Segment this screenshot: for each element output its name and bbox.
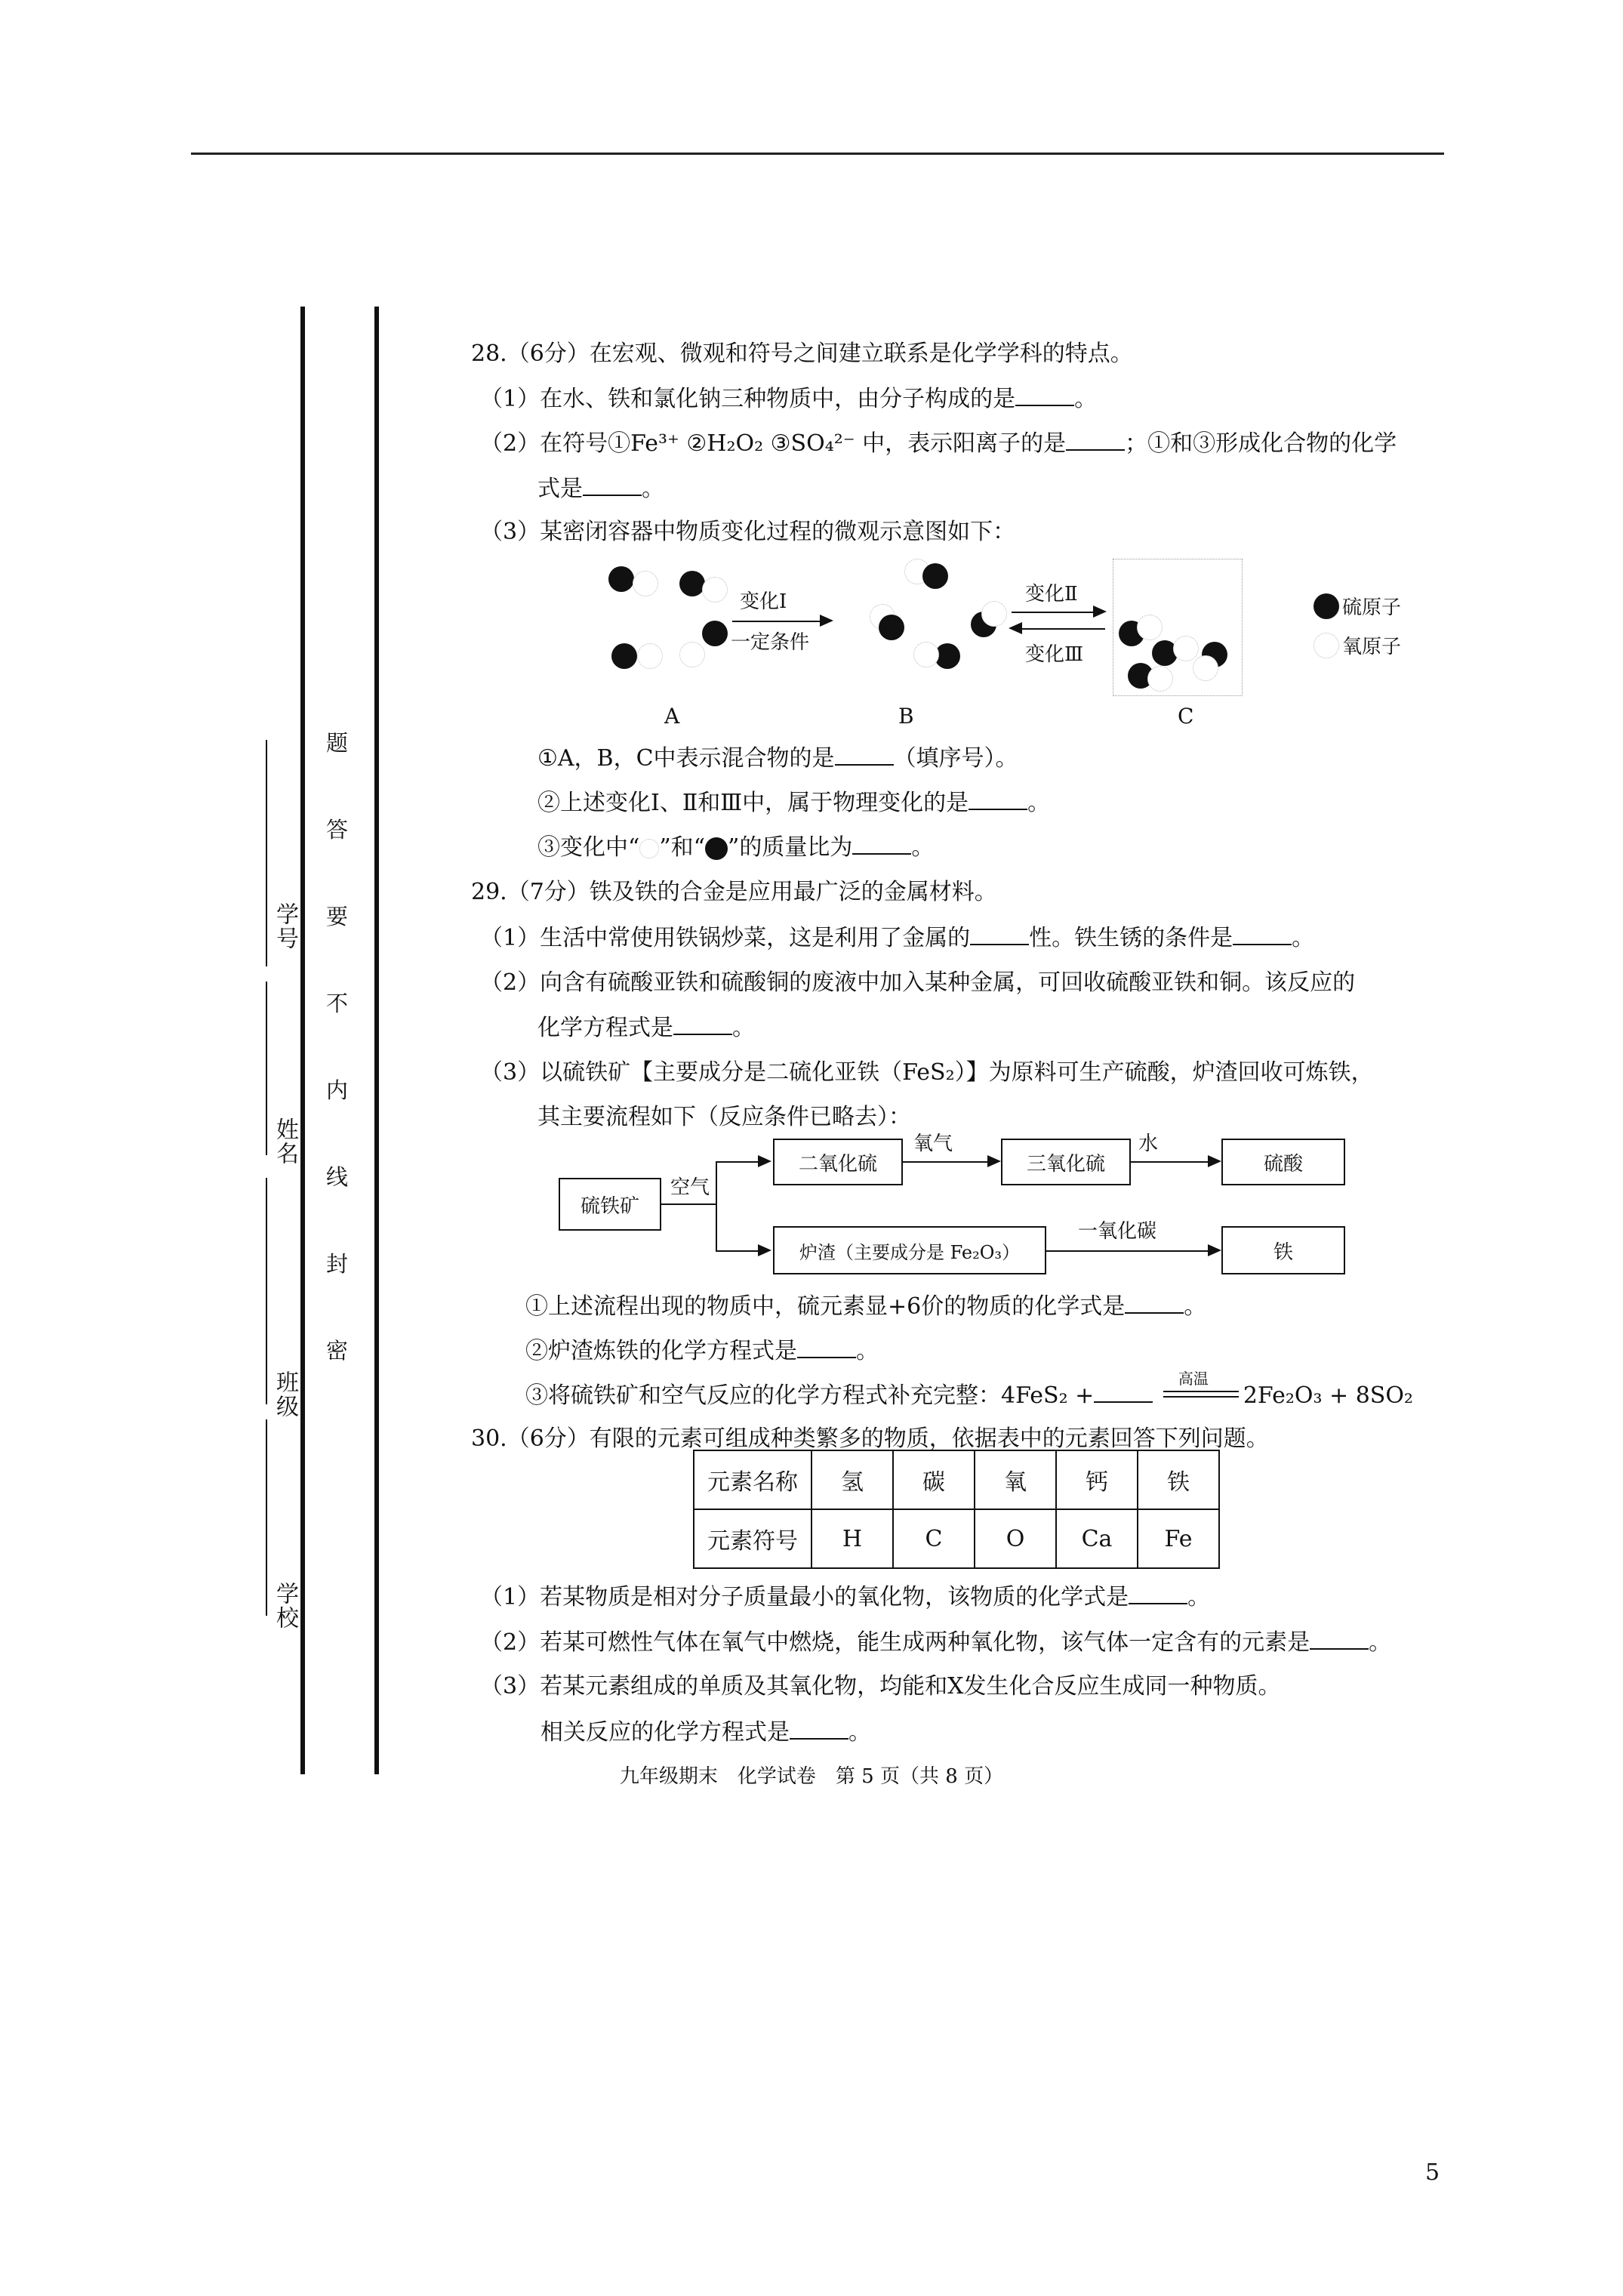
arrow-right-icon bbox=[820, 615, 833, 627]
flow-label-air: 空气 bbox=[670, 1176, 710, 1199]
oxygen-atom bbox=[637, 643, 663, 669]
arrow-right-icon bbox=[758, 1244, 771, 1256]
micro-diagram bbox=[589, 559, 1464, 740]
xingming-label: 姓名 bbox=[272, 1117, 298, 1166]
q29-sub2: ②炉渣炼铁的化学方程式是 。 bbox=[525, 1336, 879, 1367]
table-cell: 氢 bbox=[812, 1450, 893, 1509]
q28-part3: （3）某密闭容器中物质变化过程的微观示意图如下： bbox=[480, 519, 1016, 545]
change1-label: 变化Ⅰ bbox=[740, 590, 787, 613]
oxygen-atom bbox=[1193, 655, 1218, 681]
seal-char: 不 bbox=[326, 991, 349, 1016]
table-cell: Fe bbox=[1138, 1509, 1219, 1568]
q29-part3-cont: 其主要流程如下（反应条件已略去）： bbox=[537, 1104, 911, 1130]
flow-label-water: 水 bbox=[1138, 1133, 1159, 1155]
condition-high-temp: 高温 bbox=[1178, 1370, 1209, 1388]
label-a: A bbox=[664, 704, 680, 729]
q28-title: 28.（6分）在宏观、微观和符号之间建立联系是化学学科的特点。 bbox=[471, 341, 1133, 367]
flow-label-o2: 氧气 bbox=[913, 1133, 953, 1155]
answer-blank[interactable] bbox=[797, 1336, 856, 1358]
answer-blank[interactable] bbox=[835, 743, 894, 766]
seal-char: 要 bbox=[326, 904, 349, 929]
table-cell: Ca bbox=[1056, 1509, 1138, 1568]
seal-char: 答 bbox=[326, 817, 349, 843]
seal-char: 线 bbox=[326, 1164, 349, 1190]
sulfur-atom-icon bbox=[705, 837, 728, 860]
answer-blank[interactable] bbox=[969, 787, 1027, 810]
q30-part3: （3）若某元素组成的单质及其氧化物，均能和X发生化合反应生成同一种物质。 bbox=[480, 1673, 1281, 1700]
table-cell: H bbox=[812, 1509, 893, 1568]
legend-sulfur-icon bbox=[1313, 593, 1339, 619]
legend-oxygen-icon bbox=[1313, 633, 1339, 658]
q30-part1: （1）若某物质是相对分子质量最小的氧化物，该物质的化学式是 。 bbox=[480, 1582, 1210, 1613]
answer-blank[interactable] bbox=[1129, 1582, 1187, 1604]
table-cell: O bbox=[975, 1509, 1056, 1568]
binding-line-outer bbox=[300, 307, 305, 1774]
flow-box-ore: 硫铁矿 bbox=[559, 1178, 661, 1231]
answer-blank[interactable] bbox=[1094, 1380, 1153, 1403]
answer-blank[interactable] bbox=[673, 1012, 732, 1035]
q29-part2-cont: 化学方程式是 。 bbox=[537, 1012, 755, 1043]
banji-label: 班级 bbox=[272, 1370, 298, 1419]
oxygen-atom-icon bbox=[639, 839, 659, 858]
q29-sub1: ①上述流程出现的物质中，硫元素显+6价的物质的化学式是 。 bbox=[525, 1291, 1206, 1322]
element-table bbox=[693, 1450, 1220, 1569]
flow-label-co: 一氧化碳 bbox=[1078, 1220, 1157, 1243]
q30-part3-cont: 相关反应的化学方程式是 。 bbox=[540, 1717, 871, 1748]
answer-blank[interactable] bbox=[970, 923, 1029, 945]
table-cell: 元素名称 bbox=[694, 1450, 812, 1509]
arrow-right-icon bbox=[1093, 606, 1107, 618]
q29-part2: （2）向含有硫酸亚铁和硫酸铜的废液中加入某种金属，可回收硫酸亚铁和铜。该反应的 bbox=[480, 969, 1356, 996]
flow-box-slag: 炉渣（主要成分是 Fe₂O₃） bbox=[773, 1226, 1046, 1274]
label-b: B bbox=[898, 704, 914, 729]
high-temp-equals bbox=[1160, 1370, 1243, 1403]
q29-sub3: ③将硫铁矿和空气反应的化学方程式补充完整：4FeS₂ + 高温 2Fe₂O₃ + 8SO₂ bbox=[525, 1380, 1413, 1411]
condition-label: 一定条件 bbox=[731, 631, 810, 654]
page-footer: 九年级期末 化学试卷 第 5 页（共 8 页） bbox=[619, 1765, 1004, 1788]
xuexiao-field-line bbox=[266, 1419, 267, 1616]
xingming-field-line bbox=[266, 982, 267, 1155]
seal-char: 密 bbox=[326, 1338, 349, 1364]
sulfur-atom bbox=[608, 566, 634, 592]
oxygen-atom bbox=[633, 571, 658, 596]
binding-line-inner bbox=[374, 307, 379, 1774]
sulfur-atom bbox=[922, 563, 948, 589]
answer-blank[interactable] bbox=[1310, 1627, 1369, 1650]
table-cell: 元素符号 bbox=[694, 1509, 812, 1568]
label-c: C bbox=[1178, 704, 1194, 729]
legend-oxygen-label: 氧原子 bbox=[1342, 636, 1402, 658]
answer-blank[interactable] bbox=[1015, 384, 1074, 406]
arrow-right-icon bbox=[1208, 1155, 1221, 1167]
seal-char: 题 bbox=[326, 730, 349, 756]
answer-blank[interactable] bbox=[790, 1717, 848, 1740]
oxygen-atom bbox=[913, 642, 939, 667]
table-cell: 碳 bbox=[893, 1450, 975, 1509]
arrow-left-icon bbox=[1009, 622, 1022, 634]
page-number: 5 bbox=[1425, 2159, 1440, 2186]
flow-box-acid: 硫酸 bbox=[1221, 1139, 1345, 1185]
table-cell: C bbox=[893, 1509, 975, 1568]
q28-part2: （2）在符号①Fe³⁺ ②H₂O₂ ③SO₄²⁻ 中，表示阳离子的是 ；①和③形成化合物的化学 bbox=[480, 428, 1397, 459]
seal-char: 封 bbox=[326, 1251, 349, 1277]
xuehao-label: 学号 bbox=[272, 902, 298, 951]
q30-part2: （2）若某可燃性气体在氧气中燃烧，能生成两种氧化物，该气体一定含有的元素是 。 bbox=[480, 1627, 1391, 1658]
table-row bbox=[694, 1450, 1219, 1509]
seal-char: 内 bbox=[326, 1077, 349, 1103]
q30-title: 30.（6分）有限的元素可组成种类繁多的物质，依据表中的元素回答下列问题。 bbox=[471, 1425, 1269, 1452]
oxygen-atom bbox=[1173, 636, 1199, 661]
answer-blank[interactable] bbox=[583, 473, 642, 496]
sulfur-atom bbox=[679, 571, 705, 596]
answer-blank[interactable] bbox=[1066, 428, 1125, 451]
header-rule bbox=[191, 153, 1444, 155]
sulfur-atom bbox=[879, 615, 904, 640]
q28-part1-text: （1）在水、铁和氯化钠三种物质中，由分子构成的是 bbox=[480, 386, 1016, 412]
legend-sulfur-label: 硫原子 bbox=[1342, 596, 1402, 619]
change2-label: 变化Ⅱ bbox=[1025, 583, 1078, 606]
q28-sub3: ③变化中“ ”和“ ”的质量比为 。 bbox=[537, 832, 934, 863]
q28-part1: （1）在水、铁和氯化钠三种物质中，由分子构成的是 。 bbox=[480, 384, 1097, 415]
q29-part3: （3）以硫铁矿【主要成分是二硫化亚铁（FeS₂）】为原料可生产硫酸，炉渣回收可炼铁， bbox=[480, 1059, 1374, 1086]
q28-sub2: ②上述变化Ⅰ、Ⅱ和Ⅲ中，属于物理变化的是 。 bbox=[537, 787, 1050, 818]
banji-field-line bbox=[266, 1178, 267, 1404]
arrow-right-icon bbox=[1208, 1244, 1221, 1256]
flow-box-so3: 三氧化硫 bbox=[1001, 1139, 1131, 1185]
oxygen-atom bbox=[702, 577, 728, 603]
q28-part2-cont: 式是 。 bbox=[537, 473, 664, 504]
sulfur-atom bbox=[702, 621, 728, 646]
oxygen-atom bbox=[679, 642, 705, 667]
table-cell: 铁 bbox=[1138, 1450, 1219, 1509]
flow-chart bbox=[559, 1133, 1329, 1276]
flow-box-so2: 二氧化硫 bbox=[773, 1139, 903, 1185]
arrow-right-icon bbox=[758, 1155, 771, 1167]
answer-blank[interactable] bbox=[1125, 1291, 1184, 1314]
oxygen-atom bbox=[981, 601, 1007, 627]
flow-box-iron: 铁 bbox=[1221, 1226, 1345, 1274]
answer-blank[interactable] bbox=[1233, 923, 1292, 945]
sulfur-atom bbox=[611, 643, 637, 669]
table-row bbox=[694, 1509, 1219, 1568]
q29-part1: （1）生活中常使用铁锅炒菜，这是利用了金属的 性。铁生锈的条件是 。 bbox=[480, 923, 1314, 954]
xuehao-field-line bbox=[266, 740, 267, 966]
table-cell: 氧 bbox=[975, 1450, 1056, 1509]
q29-title: 29.（7分）铁及铁的合金是应用最广泛的金属材料。 bbox=[471, 879, 997, 905]
q28-sub1: ①A，B，C中表示混合物的是 （填序号）。 bbox=[537, 743, 1018, 774]
arrow-right-icon bbox=[987, 1155, 1001, 1167]
change3-label: 变化Ⅲ bbox=[1025, 643, 1084, 666]
answer-blank[interactable] bbox=[852, 832, 911, 855]
table-cell: 钙 bbox=[1056, 1450, 1138, 1509]
oxygen-atom bbox=[1147, 666, 1173, 692]
xuexiao-label: 学校 bbox=[272, 1582, 298, 1630]
oxygen-atom bbox=[1137, 615, 1163, 640]
